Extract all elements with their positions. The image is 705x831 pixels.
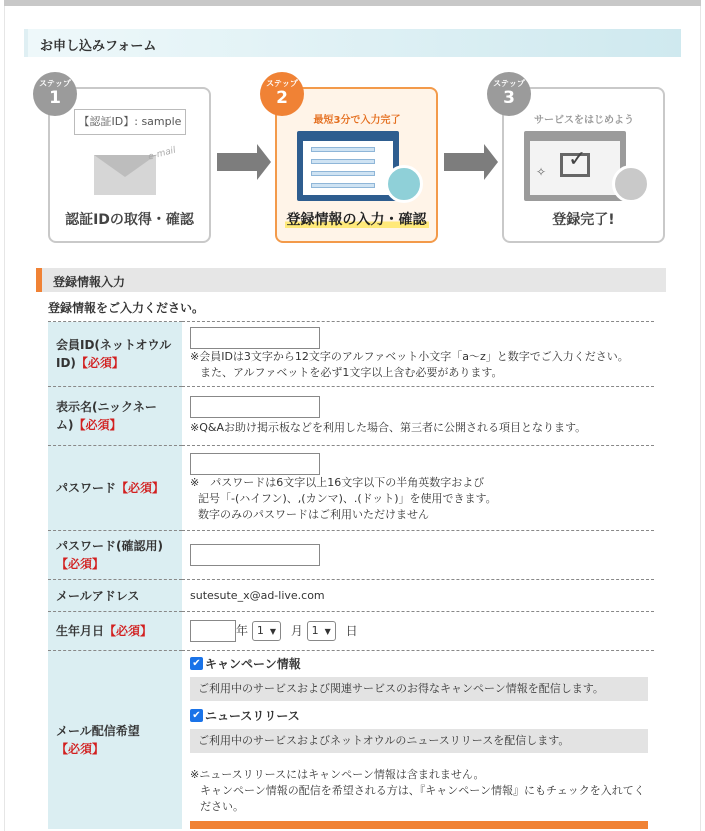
required-mark: 【必須】 <box>73 418 122 432</box>
step-3-label: 登録完了! <box>552 212 615 228</box>
form-title: お申し込みフォーム <box>40 39 157 54</box>
step-3-card <box>502 87 665 243</box>
registration-table <box>48 321 654 829</box>
required-mark: 【必須】 <box>104 624 153 638</box>
mail-pref-note-1: ※ニュースリリースにはキャンペーン情報は含まれません。 <box>190 768 485 781</box>
display-name-note: ※Q&Aお助け掲示板などを利用した場合、第三者に公開される項目となります。 <box>190 421 587 434</box>
day-unit: 日 <box>345 623 358 638</box>
arrow-right-icon <box>217 153 257 171</box>
user-avatar-icon <box>385 165 423 203</box>
form-screen-icon <box>297 131 399 201</box>
display-name-input[interactable] <box>190 396 320 418</box>
birthday-label: 生年月日【必須】 <box>48 612 182 651</box>
step-3-badge: ステップ 3 <box>487 72 531 116</box>
month-unit: 月 <box>290 623 303 638</box>
auth-id-box: 【認証ID】: sample <box>74 109 186 135</box>
campaign-desc: ご利用中のサービスおよび関連サービスのお得なキャンペーン情報を配信します。 <box>190 677 648 701</box>
birthday-row <box>48 612 654 651</box>
step-1-badge: ステップ 1 <box>33 72 77 116</box>
member-id-note-2: また、アルファベットを必ず1文字以上含む必要があります。 <box>200 366 503 379</box>
display-name-row <box>48 387 654 446</box>
section-title: 登録情報入力 <box>53 275 126 289</box>
step-1-card <box>48 87 211 243</box>
mail-pref-note-2: キャンペーン情報の配信を希望される方は、『キャンペーン情報』にもチェックを入れてください。 <box>200 784 645 813</box>
submit-bar[interactable] <box>190 821 648 829</box>
member-id-label: 会員ID(ネットオウルID)【必須】 <box>48 322 182 387</box>
member-id-note: ※会員IDは3文字から12文字のアルファベット小文字「a〜z」と数字でご入力ください。 <box>190 350 629 363</box>
arrow-right-icon <box>444 153 484 171</box>
mail-pref-label: メール配信希望 【必須】 <box>48 651 182 830</box>
form-title-bar <box>24 29 681 57</box>
step-2-label: 登録情報の入力・確認 <box>286 212 427 228</box>
email-row <box>48 580 654 612</box>
chevron-down-icon: ▼ <box>324 627 331 636</box>
mail-pref-row <box>48 651 654 830</box>
password-confirm-input[interactable] <box>190 544 320 566</box>
password-confirm-row <box>48 531 654 580</box>
step-2-badge: ステップ 2 <box>260 72 304 116</box>
section-intro: 登録情報をご入力ください。 <box>48 301 205 315</box>
email-label: メールアドレス <box>48 580 182 612</box>
password-input[interactable] <box>190 453 320 475</box>
news-release-desc: ご利用中のサービスおよびネットオウルのニュースリリースを配信します。 <box>190 729 648 753</box>
email-value: sutesute_x@ad-live.com <box>182 580 654 612</box>
password-note-3: 数字のみのパスワードはご利用いただけません <box>198 508 429 521</box>
news-release-label: ニュースリリース <box>205 709 300 723</box>
section-header <box>36 268 666 292</box>
birth-year-input[interactable] <box>190 620 236 642</box>
year-unit: 年 <box>236 623 249 638</box>
password-label: パスワード【必須】 <box>48 446 182 531</box>
password-note-1: ※ パスワードは6文字以上16文字以下の半角英数字および <box>190 476 485 489</box>
required-mark: 【必須】 <box>56 742 105 756</box>
email-stamp: e-mail <box>147 145 177 163</box>
member-id-row <box>48 322 654 387</box>
completion-screen-icon: ✓ ✧ <box>524 131 626 201</box>
campaign-label: キャンペーン情報 <box>205 657 301 671</box>
birth-day-select[interactable]: 1 ▼ <box>307 621 336 641</box>
required-mark: 【必須】 <box>75 356 124 370</box>
password-confirm-label: パスワード(確認用)【必須】 <box>48 531 182 580</box>
required-mark: 【必須】 <box>56 557 105 571</box>
birth-month-select[interactable]: 1 ▼ <box>252 621 281 641</box>
required-mark: 【必須】 <box>116 481 165 495</box>
member-id-input[interactable] <box>190 327 320 349</box>
envelope-icon <box>94 155 156 195</box>
step-3-ribbon: サービスをはじめよう <box>534 115 634 126</box>
display-name-label: 表示名(ニックネーム)【必須】 <box>48 387 182 446</box>
password-row <box>48 446 654 531</box>
step-2-ribbon: 最短3分で入力完了 <box>313 115 401 126</box>
password-note-2: 記号「-(ハイフン)、,(カンマ)、.(ドット)」を使用できます。 <box>198 492 497 505</box>
campaign-checkbox[interactable]: ✔ <box>190 657 203 670</box>
step-1-label: 認証IDの取得・確認 <box>65 212 194 228</box>
news-release-checkbox[interactable]: ✔ <box>190 709 203 722</box>
step-2-card <box>275 87 438 243</box>
user-avatar-icon <box>612 165 650 203</box>
chevron-down-icon: ▼ <box>269 627 276 636</box>
